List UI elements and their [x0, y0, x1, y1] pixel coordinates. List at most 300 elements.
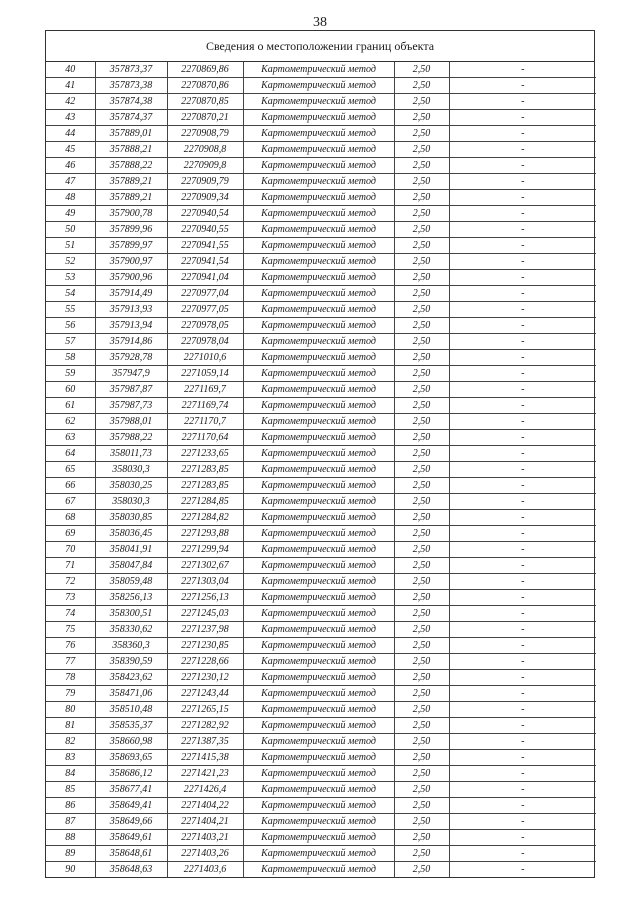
x-coordinate-cell: 357874,37: [95, 110, 167, 126]
accuracy-cell: 2,50: [394, 398, 449, 414]
accuracy-cell: 2,50: [394, 110, 449, 126]
y-coordinate-cell: 2271403,6: [167, 862, 243, 878]
method-cell: Картометрический метод: [243, 814, 394, 830]
x-coordinate-cell: 358300,51: [95, 606, 167, 622]
point-number-cell: 44: [46, 126, 95, 142]
accuracy-cell: 2,50: [394, 382, 449, 398]
description-cell: -: [449, 174, 596, 190]
point-number-cell: 79: [46, 686, 95, 702]
y-coordinate-cell: 2270870,85: [167, 94, 243, 110]
table-row: [46, 238, 596, 254]
x-coordinate-cell: 358648,61: [95, 846, 167, 862]
method-cell: Картометрический метод: [243, 718, 394, 734]
table-row: [46, 558, 596, 574]
table-row: [46, 606, 596, 622]
description-cell: -: [449, 542, 596, 558]
y-coordinate-cell: 2271426,4: [167, 782, 243, 798]
y-coordinate-cell: 2271403,26: [167, 846, 243, 862]
table-row: [46, 350, 596, 366]
description-cell: -: [449, 142, 596, 158]
table-row: [46, 798, 596, 814]
y-coordinate-cell: 2270977,04: [167, 286, 243, 302]
x-coordinate-cell: 358535,37: [95, 718, 167, 734]
accuracy-cell: 2,50: [394, 78, 449, 94]
method-cell: Картометрический метод: [243, 174, 394, 190]
table-row: [46, 334, 596, 350]
accuracy-cell: 2,50: [394, 62, 449, 78]
method-cell: Картометрический метод: [243, 494, 394, 510]
table-row: [46, 766, 596, 782]
point-number-cell: 67: [46, 494, 95, 510]
point-number-cell: 43: [46, 110, 95, 126]
table-row: [46, 302, 596, 318]
accuracy-cell: 2,50: [394, 462, 449, 478]
table-row: [46, 526, 596, 542]
x-coordinate-cell: 357914,49: [95, 286, 167, 302]
x-coordinate-cell: 357874,38: [95, 94, 167, 110]
point-number-cell: 52: [46, 254, 95, 270]
y-coordinate-cell: 2271282,92: [167, 718, 243, 734]
accuracy-cell: 2,50: [394, 270, 449, 286]
point-number-cell: 85: [46, 782, 95, 798]
point-number-cell: 58: [46, 350, 95, 366]
method-cell: Картометрический метод: [243, 622, 394, 638]
description-cell: -: [449, 750, 596, 766]
method-cell: Картометрический метод: [243, 206, 394, 222]
x-coordinate-cell: 358360,3: [95, 638, 167, 654]
y-coordinate-cell: 2270977,05: [167, 302, 243, 318]
description-cell: -: [449, 766, 596, 782]
accuracy-cell: 2,50: [394, 782, 449, 798]
point-number-cell: 73: [46, 590, 95, 606]
method-cell: Картометрический метод: [243, 702, 394, 718]
description-cell: -: [449, 510, 596, 526]
method-cell: Картометрический метод: [243, 398, 394, 414]
y-coordinate-cell: 2270940,54: [167, 206, 243, 222]
description-cell: -: [449, 574, 596, 590]
x-coordinate-cell: 358041,91: [95, 542, 167, 558]
point-number-cell: 53: [46, 270, 95, 286]
y-coordinate-cell: 2271245,03: [167, 606, 243, 622]
x-coordinate-cell: 358330,62: [95, 622, 167, 638]
table-row: [46, 158, 596, 174]
point-number-cell: 87: [46, 814, 95, 830]
table-row: [46, 734, 596, 750]
table-row: [46, 846, 596, 862]
accuracy-cell: 2,50: [394, 622, 449, 638]
table-row: [46, 510, 596, 526]
description-cell: -: [449, 830, 596, 846]
accuracy-cell: 2,50: [394, 238, 449, 254]
y-coordinate-cell: 2271170,64: [167, 430, 243, 446]
x-coordinate-cell: 358660,98: [95, 734, 167, 750]
x-coordinate-cell: 357873,37: [95, 62, 167, 78]
method-cell: Картометрический метод: [243, 510, 394, 526]
description-cell: -: [449, 110, 596, 126]
point-number-cell: 89: [46, 846, 95, 862]
table-row: [46, 718, 596, 734]
y-coordinate-cell: 2271303,04: [167, 574, 243, 590]
method-cell: Картометрический метод: [243, 558, 394, 574]
description-cell: -: [449, 686, 596, 702]
table-row: [46, 78, 596, 94]
method-cell: Картометрический метод: [243, 142, 394, 158]
table-row: [46, 494, 596, 510]
table-row: [46, 750, 596, 766]
accuracy-cell: 2,50: [394, 286, 449, 302]
point-number-cell: 64: [46, 446, 95, 462]
y-coordinate-cell: 2271237,98: [167, 622, 243, 638]
method-cell: Картометрический метод: [243, 606, 394, 622]
method-cell: Картометрический метод: [243, 862, 394, 878]
table-row: [46, 446, 596, 462]
method-cell: Картометрический метод: [243, 238, 394, 254]
method-cell: Картометрический метод: [243, 366, 394, 382]
page-number: 38: [313, 15, 327, 30]
point-number-cell: 41: [46, 78, 95, 94]
description-cell: -: [449, 190, 596, 206]
table-row: [46, 110, 596, 126]
method-cell: Картометрический метод: [243, 254, 394, 270]
x-coordinate-cell: 358693,65: [95, 750, 167, 766]
point-number-cell: 76: [46, 638, 95, 654]
table-row: [46, 94, 596, 110]
point-number-cell: 86: [46, 798, 95, 814]
y-coordinate-cell: 2271230,85: [167, 638, 243, 654]
x-coordinate-cell: 358256,13: [95, 590, 167, 606]
point-number-cell: 49: [46, 206, 95, 222]
table-row: [46, 270, 596, 286]
accuracy-cell: 2,50: [394, 190, 449, 206]
y-coordinate-cell: 2270978,05: [167, 318, 243, 334]
point-number-cell: 74: [46, 606, 95, 622]
y-coordinate-cell: 2271230,12: [167, 670, 243, 686]
y-coordinate-cell: 2271233,65: [167, 446, 243, 462]
table-row: [46, 414, 596, 430]
x-coordinate-cell: 357900,78: [95, 206, 167, 222]
accuracy-cell: 2,50: [394, 846, 449, 862]
description-cell: -: [449, 94, 596, 110]
point-number-cell: 57: [46, 334, 95, 350]
y-coordinate-cell: 2271404,22: [167, 798, 243, 814]
accuracy-cell: 2,50: [394, 318, 449, 334]
y-coordinate-cell: 2271299,94: [167, 542, 243, 558]
coordinates-table: [46, 62, 596, 877]
y-coordinate-cell: 2270908,79: [167, 126, 243, 142]
x-coordinate-cell: 357928,78: [95, 350, 167, 366]
accuracy-cell: 2,50: [394, 206, 449, 222]
table-row: [46, 62, 596, 78]
x-coordinate-cell: 358030,3: [95, 494, 167, 510]
description-cell: -: [449, 238, 596, 254]
accuracy-cell: 2,50: [394, 526, 449, 542]
table-row: [46, 462, 596, 478]
table-row: [46, 478, 596, 494]
description-cell: -: [449, 494, 596, 510]
x-coordinate-cell: 358677,41: [95, 782, 167, 798]
y-coordinate-cell: 2271421,23: [167, 766, 243, 782]
description-cell: -: [449, 286, 596, 302]
table-row: [46, 814, 596, 830]
description-cell: -: [449, 350, 596, 366]
table-row: [46, 574, 596, 590]
description-cell: -: [449, 782, 596, 798]
description-cell: -: [449, 814, 596, 830]
y-coordinate-cell: 2271243,44: [167, 686, 243, 702]
point-number-cell: 56: [46, 318, 95, 334]
description-cell: -: [449, 702, 596, 718]
accuracy-cell: 2,50: [394, 494, 449, 510]
y-coordinate-cell: 2271284,85: [167, 494, 243, 510]
description-cell: -: [449, 206, 596, 222]
point-number-cell: 71: [46, 558, 95, 574]
y-coordinate-cell: 2271415,38: [167, 750, 243, 766]
method-cell: Картометрический метод: [243, 798, 394, 814]
table-row: [46, 782, 596, 798]
description-cell: -: [449, 718, 596, 734]
accuracy-cell: 2,50: [394, 750, 449, 766]
table-row: [46, 686, 596, 702]
y-coordinate-cell: 2271387,35: [167, 734, 243, 750]
y-coordinate-cell: 2271283,85: [167, 462, 243, 478]
x-coordinate-cell: 358471,06: [95, 686, 167, 702]
method-cell: Картометрический метод: [243, 414, 394, 430]
x-coordinate-cell: 358423,62: [95, 670, 167, 686]
accuracy-cell: 2,50: [394, 254, 449, 270]
description-cell: -: [449, 158, 596, 174]
description-cell: -: [449, 654, 596, 670]
description-cell: -: [449, 78, 596, 94]
point-number-cell: 61: [46, 398, 95, 414]
x-coordinate-cell: 357889,21: [95, 190, 167, 206]
description-cell: -: [449, 526, 596, 542]
x-coordinate-cell: 357914,86: [95, 334, 167, 350]
x-coordinate-cell: 358649,61: [95, 830, 167, 846]
point-number-cell: 45: [46, 142, 95, 158]
x-coordinate-cell: 357987,87: [95, 382, 167, 398]
point-number-cell: 51: [46, 238, 95, 254]
x-coordinate-cell: 357913,94: [95, 318, 167, 334]
table-row: [46, 382, 596, 398]
table-row: [46, 222, 596, 238]
y-coordinate-cell: 2270941,54: [167, 254, 243, 270]
description-cell: -: [449, 446, 596, 462]
table-row: [46, 254, 596, 270]
description-cell: -: [449, 478, 596, 494]
description-cell: -: [449, 334, 596, 350]
point-number-cell: 70: [46, 542, 95, 558]
method-cell: Картометрический метод: [243, 62, 394, 78]
y-coordinate-cell: 2271403,21: [167, 830, 243, 846]
y-coordinate-cell: 2271302,67: [167, 558, 243, 574]
point-number-cell: 62: [46, 414, 95, 430]
table-title: Сведения о местоположении границ объекта: [46, 31, 594, 62]
accuracy-cell: 2,50: [394, 862, 449, 878]
y-coordinate-cell: 2271265,15: [167, 702, 243, 718]
x-coordinate-cell: 357873,38: [95, 78, 167, 94]
y-coordinate-cell: 2270870,86: [167, 78, 243, 94]
accuracy-cell: 2,50: [394, 414, 449, 430]
y-coordinate-cell: 2271404,21: [167, 814, 243, 830]
method-cell: Картометрический метод: [243, 318, 394, 334]
point-number-cell: 63: [46, 430, 95, 446]
description-cell: -: [449, 62, 596, 78]
accuracy-cell: 2,50: [394, 702, 449, 718]
method-cell: Картометрический метод: [243, 126, 394, 142]
accuracy-cell: 2,50: [394, 366, 449, 382]
accuracy-cell: 2,50: [394, 590, 449, 606]
x-coordinate-cell: 358047,84: [95, 558, 167, 574]
method-cell: Картометрический метод: [243, 670, 394, 686]
point-number-cell: 48: [46, 190, 95, 206]
method-cell: Картометрический метод: [243, 222, 394, 238]
point-number-cell: 75: [46, 622, 95, 638]
method-cell: Картометрический метод: [243, 734, 394, 750]
method-cell: Картометрический метод: [243, 190, 394, 206]
x-coordinate-cell: 358030,3: [95, 462, 167, 478]
y-coordinate-cell: 2271283,85: [167, 478, 243, 494]
description-cell: -: [449, 798, 596, 814]
x-coordinate-cell: 357888,22: [95, 158, 167, 174]
point-number-cell: 42: [46, 94, 95, 110]
x-coordinate-cell: 358030,85: [95, 510, 167, 526]
accuracy-cell: 2,50: [394, 718, 449, 734]
description-cell: -: [449, 670, 596, 686]
table-row: [46, 862, 596, 878]
accuracy-cell: 2,50: [394, 478, 449, 494]
point-number-cell: 77: [46, 654, 95, 670]
point-number-cell: 59: [46, 366, 95, 382]
description-cell: -: [449, 254, 596, 270]
x-coordinate-cell: 357899,96: [95, 222, 167, 238]
point-number-cell: 68: [46, 510, 95, 526]
table-row: [46, 590, 596, 606]
table-row: [46, 190, 596, 206]
description-cell: -: [449, 222, 596, 238]
accuracy-cell: 2,50: [394, 430, 449, 446]
description-cell: -: [449, 734, 596, 750]
x-coordinate-cell: 357900,96: [95, 270, 167, 286]
accuracy-cell: 2,50: [394, 350, 449, 366]
method-cell: Картометрический метод: [243, 430, 394, 446]
point-number-cell: 65: [46, 462, 95, 478]
table-row: [46, 638, 596, 654]
method-cell: Картометрический метод: [243, 478, 394, 494]
method-cell: Картометрический метод: [243, 526, 394, 542]
x-coordinate-cell: 357888,21: [95, 142, 167, 158]
x-coordinate-cell: 357987,73: [95, 398, 167, 414]
method-cell: Картометрический метод: [243, 766, 394, 782]
accuracy-cell: 2,50: [394, 446, 449, 462]
description-cell: -: [449, 590, 596, 606]
table-row: [46, 366, 596, 382]
table-row: [46, 286, 596, 302]
point-number-cell: 50: [46, 222, 95, 238]
method-cell: Картометрический метод: [243, 654, 394, 670]
accuracy-cell: 2,50: [394, 638, 449, 654]
y-coordinate-cell: 2270940,55: [167, 222, 243, 238]
method-cell: Картометрический метод: [243, 302, 394, 318]
description-cell: -: [449, 366, 596, 382]
method-cell: Картометрический метод: [243, 78, 394, 94]
point-number-cell: 83: [46, 750, 95, 766]
method-cell: Картометрический метод: [243, 110, 394, 126]
table-row: [46, 318, 596, 334]
point-number-cell: 55: [46, 302, 95, 318]
accuracy-cell: 2,50: [394, 686, 449, 702]
accuracy-cell: 2,50: [394, 158, 449, 174]
x-coordinate-cell: 357947,9: [95, 366, 167, 382]
method-cell: Картометрический метод: [243, 750, 394, 766]
table-row: [46, 622, 596, 638]
table-row: [46, 142, 596, 158]
table-row: [46, 430, 596, 446]
y-coordinate-cell: 2270869,86: [167, 62, 243, 78]
accuracy-cell: 2,50: [394, 734, 449, 750]
point-number-cell: 88: [46, 830, 95, 846]
description-cell: -: [449, 382, 596, 398]
x-coordinate-cell: 357889,21: [95, 174, 167, 190]
accuracy-cell: 2,50: [394, 830, 449, 846]
point-number-cell: 80: [46, 702, 95, 718]
accuracy-cell: 2,50: [394, 798, 449, 814]
method-cell: Картометрический метод: [243, 638, 394, 654]
method-cell: Картометрический метод: [243, 270, 394, 286]
accuracy-cell: 2,50: [394, 766, 449, 782]
y-coordinate-cell: 2271170,7: [167, 414, 243, 430]
description-cell: -: [449, 414, 596, 430]
x-coordinate-cell: 357889,01: [95, 126, 167, 142]
x-coordinate-cell: 358059,48: [95, 574, 167, 590]
table-row: [46, 206, 596, 222]
y-coordinate-cell: 2270941,55: [167, 238, 243, 254]
point-number-cell: 82: [46, 734, 95, 750]
method-cell: Картометрический метод: [243, 334, 394, 350]
accuracy-cell: 2,50: [394, 814, 449, 830]
point-number-cell: 90: [46, 862, 95, 878]
accuracy-cell: 2,50: [394, 542, 449, 558]
accuracy-cell: 2,50: [394, 670, 449, 686]
method-cell: Картометрический метод: [243, 846, 394, 862]
method-cell: Картометрический метод: [243, 782, 394, 798]
y-coordinate-cell: 2270870,21: [167, 110, 243, 126]
description-cell: -: [449, 430, 596, 446]
table-row: [46, 542, 596, 558]
y-coordinate-cell: 2271284,82: [167, 510, 243, 526]
method-cell: Картометрический метод: [243, 830, 394, 846]
method-cell: Картометрический метод: [243, 686, 394, 702]
point-number-cell: 40: [46, 62, 95, 78]
x-coordinate-cell: 358510,48: [95, 702, 167, 718]
x-coordinate-cell: 357913,93: [95, 302, 167, 318]
y-coordinate-cell: 2270978,04: [167, 334, 243, 350]
table-row: [46, 174, 596, 190]
description-cell: -: [449, 862, 596, 878]
method-cell: Картометрический метод: [243, 446, 394, 462]
accuracy-cell: 2,50: [394, 574, 449, 590]
table-row: [46, 670, 596, 686]
description-cell: -: [449, 462, 596, 478]
table-row: [46, 398, 596, 414]
table-body: [46, 62, 596, 877]
accuracy-cell: 2,50: [394, 302, 449, 318]
table-row: [46, 702, 596, 718]
method-cell: Картометрический метод: [243, 462, 394, 478]
y-coordinate-cell: 2271169,74: [167, 398, 243, 414]
description-cell: -: [449, 846, 596, 862]
point-number-cell: 78: [46, 670, 95, 686]
description-cell: -: [449, 302, 596, 318]
